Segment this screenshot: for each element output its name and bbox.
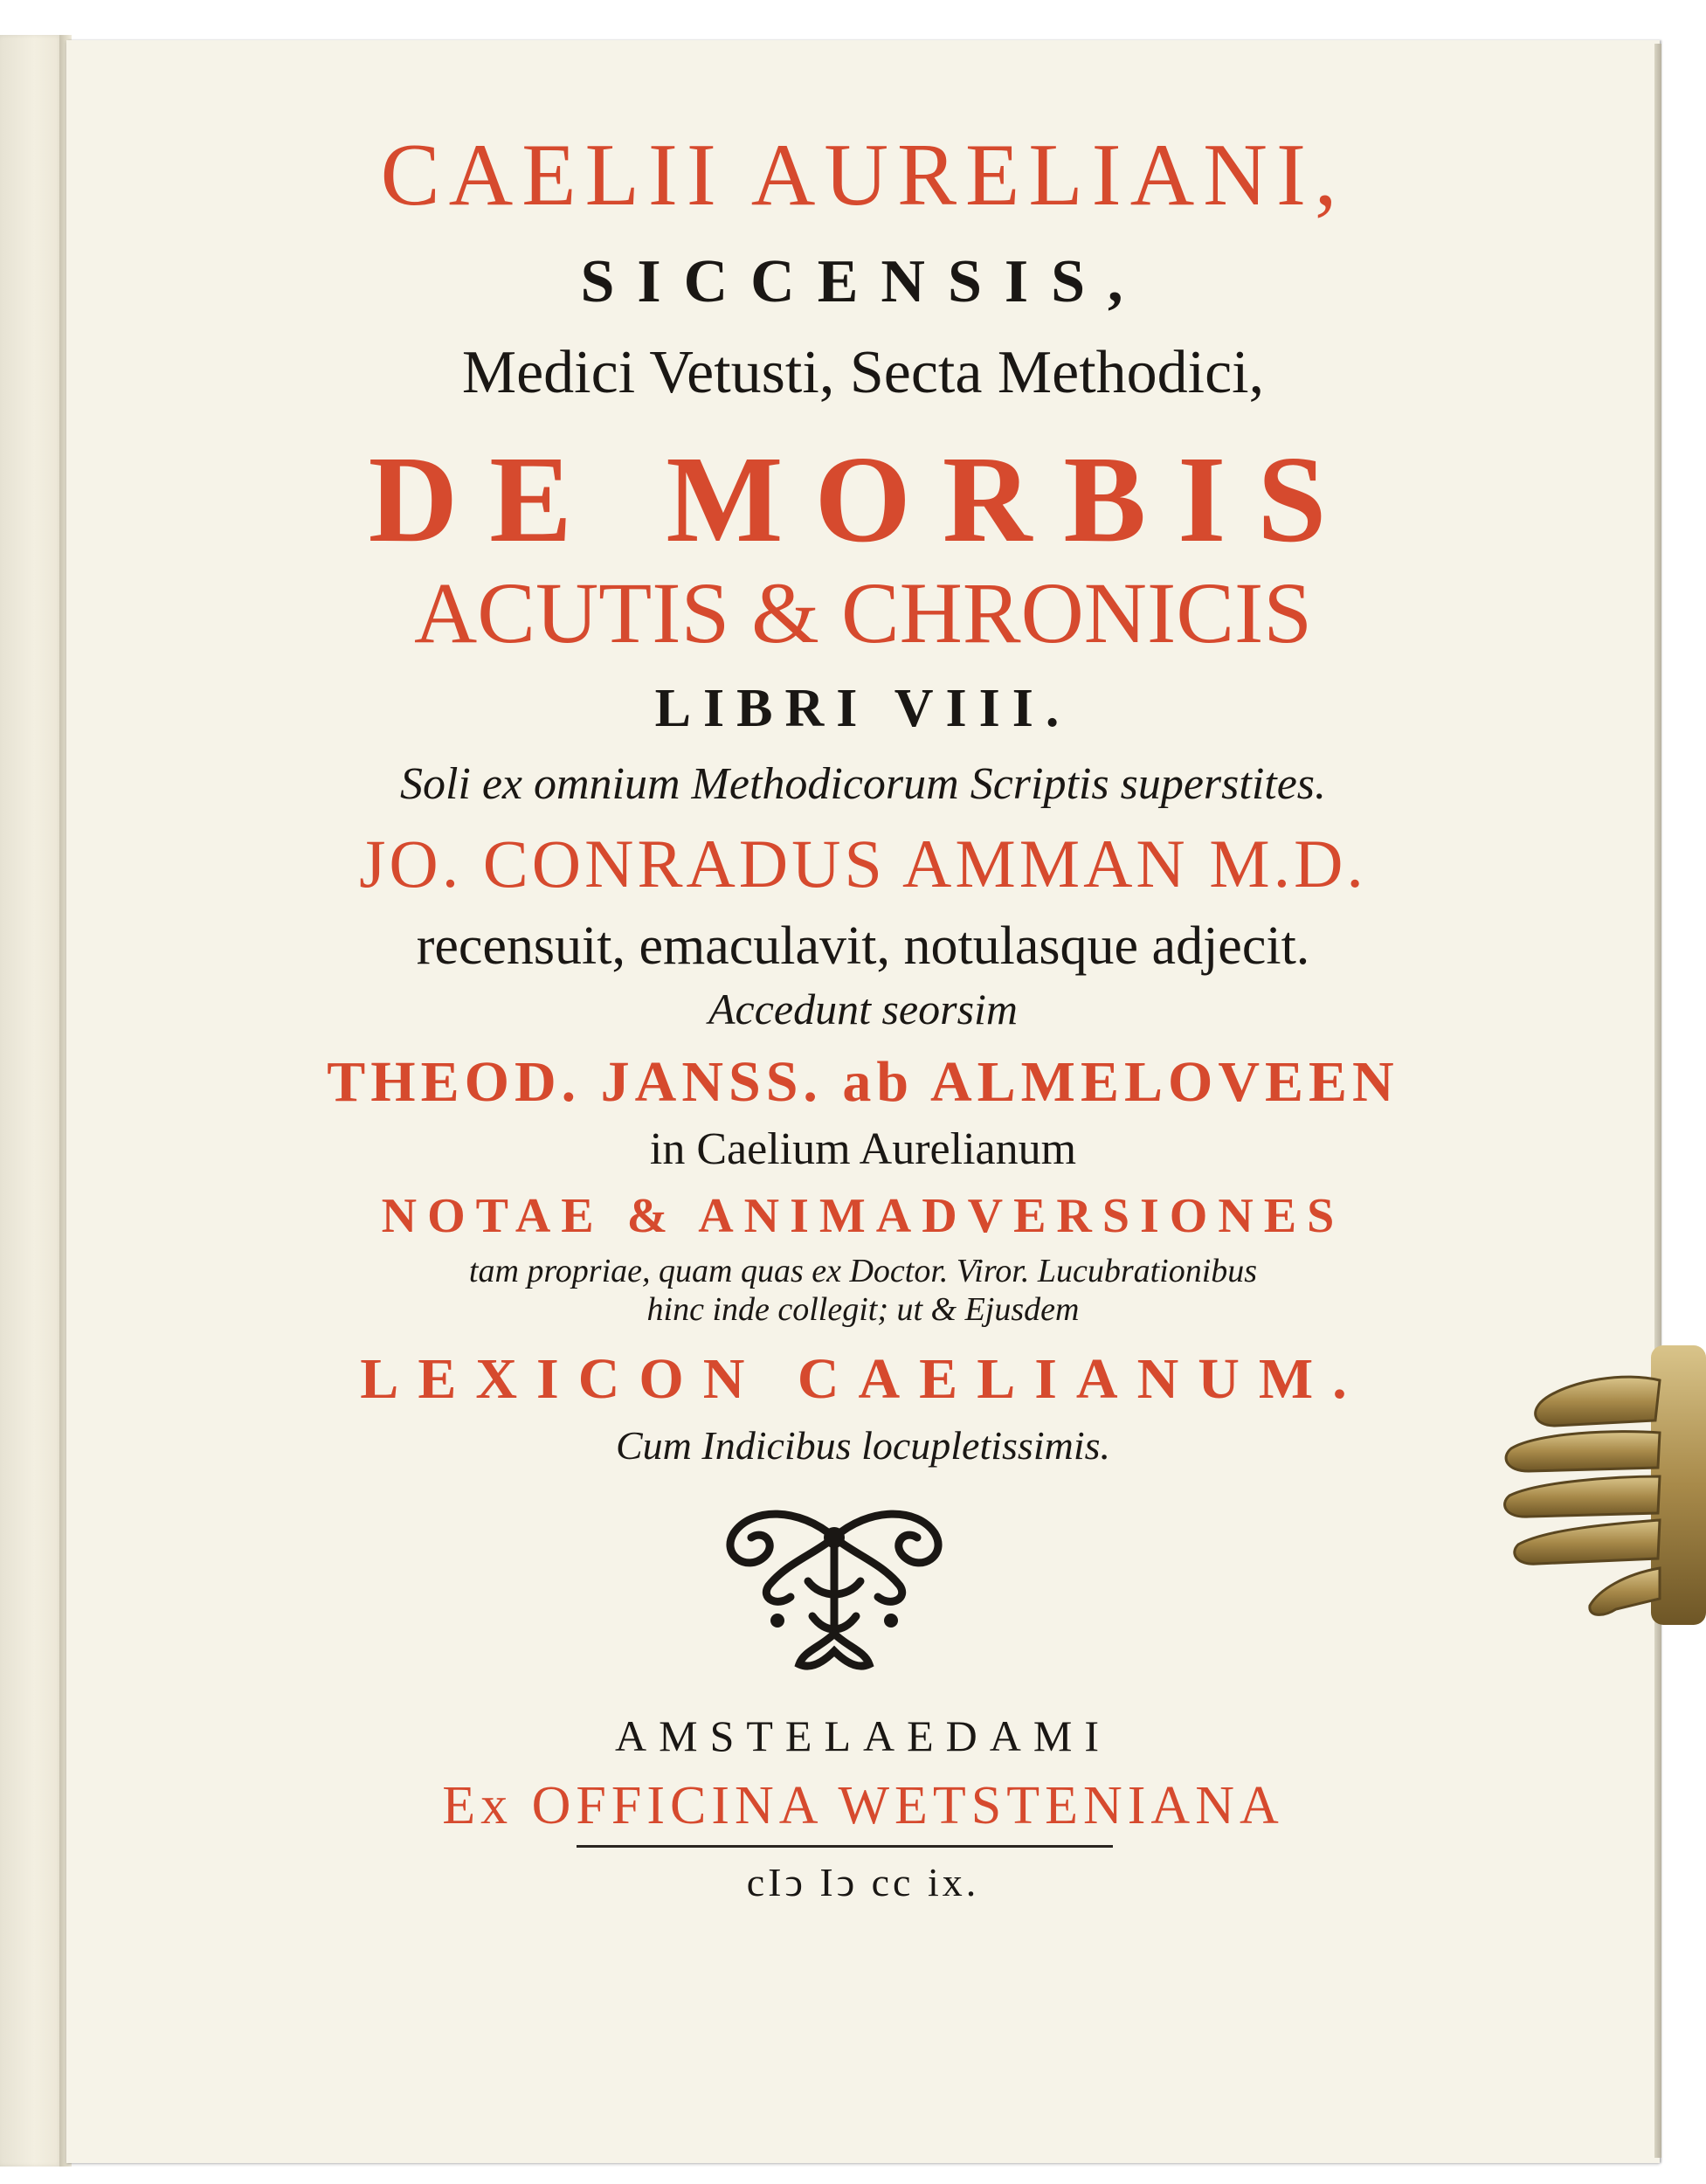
books-count: LIBRI VIII. <box>654 679 1072 738</box>
imprint-publisher: Ex OFFICINA WETSTENIANA <box>442 1776 1284 1835</box>
author-origin: SICCENSIS, <box>580 248 1146 315</box>
lexicon-title: LEXICON CAELIANUM. <box>360 1347 1366 1411</box>
indices-line: Cum Indicibus locupletissimis. <box>615 1423 1111 1468</box>
notes-description-2: hinc inde collegit; ut & Ejusdem <box>646 1291 1080 1328</box>
left-page-edge <box>0 35 63 2167</box>
main-title: DE MORBIS <box>368 430 1358 568</box>
notes-title: NOTAE & ANIMADVERSIONES <box>381 1189 1345 1243</box>
accedunt-line: Accedunt seorsim <box>708 985 1019 1033</box>
italic-subtitle: Soli ex omnium Methodicorum Scriptis superstites. <box>399 759 1327 809</box>
notes-description-1: tam propriae, quam quas ex Doctor. Viror. Lucubrationibus <box>468 1253 1258 1289</box>
imprint-rule <box>577 1845 1113 1848</box>
main-subtitle: ACUTIS & CHRONICIS <box>414 564 1312 661</box>
printers-fleuron-icon <box>716 1503 952 1677</box>
imprint-city: AMSTELAEDAMI <box>615 1711 1111 1760</box>
commentator-name: THEOD. JANSS. ab ALMELOVEEN <box>327 1050 1399 1114</box>
editor-note: recensuit, emaculavit, notulasque adjecit. <box>416 916 1310 976</box>
editor-name: JO. CONRADUS AMMAN M.D. <box>359 826 1367 902</box>
commentary-subject: in Caelium Aurelianum <box>649 1124 1077 1174</box>
author-description: Medici Vetusti, Secta Methodici, <box>461 339 1265 406</box>
author-name: CAELII AURELIANI, <box>380 126 1346 225</box>
brass-hand-clip-icon <box>1494 1345 1706 1625</box>
imprint-year: cIↄ Iↄ cc ix. <box>746 1860 980 1904</box>
